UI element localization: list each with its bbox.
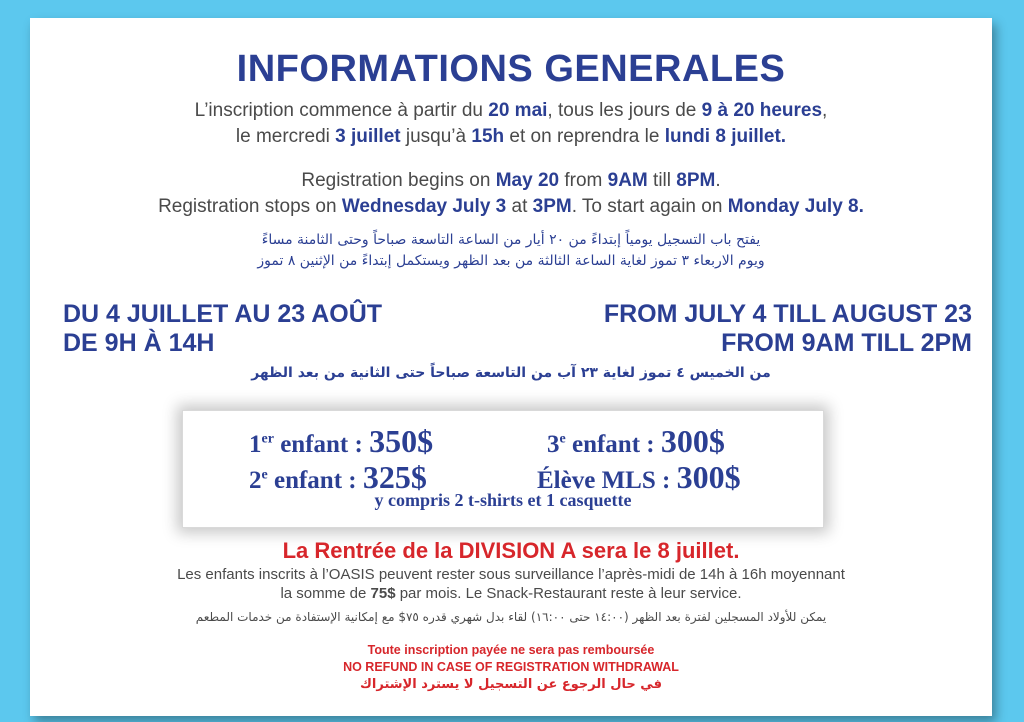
french-line-1 [30, 98, 992, 124]
price-amount: 350$ [369, 423, 434, 459]
arabic-line-2: ويوم الاربعاء ٣ تموز لغاية الساعة الثالثة من بعد الظهر ويستكمل إبتداءً من الإثنين ٨ تموز [257, 253, 765, 269]
ordinal-suffix: er [261, 431, 274, 447]
highlight-hours: 15h [471, 126, 505, 147]
text-fragment: le mercredi [235, 126, 336, 147]
price-label: enfant : [273, 431, 370, 458]
refund-french: Toute inscription payée ne sera pas remboursée [367, 643, 655, 657]
monthly-fee: 75$ [370, 585, 396, 602]
price-amount: 300$ [660, 423, 725, 459]
english-dates [604, 300, 972, 358]
english-date-range: FROM JULY 4 TILL AUGUST 23 [603, 300, 972, 328]
price-label: enfant : [565, 431, 661, 458]
text-fragment: Registration stops on [158, 196, 342, 217]
text-fragment: et on reprendra le [504, 126, 665, 147]
text-fragment: , tous les jours de [547, 100, 702, 121]
english-line-1 [30, 168, 992, 194]
text-fragment: Registration begins on [301, 170, 496, 191]
highlight-date: 20 mai [488, 100, 548, 121]
ordinal-number: 2 [249, 467, 262, 494]
price-amount: 300$ [676, 459, 741, 495]
french-hours: DE 9H À 14H [63, 329, 215, 357]
ordinal-number: 1 [249, 431, 262, 458]
text-fragment: jusqu’à [400, 126, 472, 147]
text-fragment: . [715, 170, 721, 191]
highlight-date: 3 juillet [335, 126, 401, 147]
oasis-line-2 [30, 584, 992, 603]
refund-arabic: في حال الرجوع عن التسجيل لا يسترد الإشتراك [360, 677, 662, 692]
arabic-line-1: يفتح باب التسجيل يومياً إبتداءً من ٢٠ أيار من الساعة التاسعة صباحاً وحتى الثامنة مساءً [261, 232, 761, 248]
ordinal-suffix: e [559, 431, 566, 447]
english-line-2 [30, 194, 992, 220]
price-label: enfant : [267, 467, 363, 494]
refund-english: NO REFUND IN CASE OF REGISTRATION WITHDRAWAL [343, 660, 679, 674]
text-fragment: la somme de [280, 585, 371, 602]
oasis-line-1: Les enfants inscrits à l’OASIS peuvent rester sous surveillance l’après-midi de 14h à 16h moyennant [177, 566, 845, 583]
price-third-child [547, 423, 725, 460]
oasis-arabic-text: يمكن للأولاد المسجلين لفترة بعد الظهر (١٤:٠٠ حتى ١٦:٠٠) لقاء بدل شهري قدره ٧٥$ مع إمكانية الإستفادة من خدمات المطعم [195, 610, 827, 624]
price-amount: 325$ [362, 459, 427, 495]
text-fragment: at [506, 196, 533, 217]
info-sheet [30, 18, 992, 716]
division-a-start-notice: La Rentrée de la DIVISION A sera le 8 juillet. [282, 538, 740, 563]
price-box [182, 410, 824, 528]
price-first-child [249, 423, 433, 460]
highlight-hours: 9 à 20 heures [701, 100, 823, 121]
french-dates [63, 300, 382, 358]
highlight-date: May 20 [495, 170, 560, 191]
highlight-date: Wednesday July 3 [341, 196, 507, 217]
ordinal-number: 3 [547, 431, 560, 458]
text-fragment: L’inscription commence à partir du [194, 100, 489, 121]
french-registration-text [30, 98, 992, 150]
text-fragment: , [822, 100, 828, 121]
english-registration-text [30, 168, 992, 220]
highlight-date: Monday July 8. [727, 196, 864, 217]
highlight-hours: 9AM [607, 170, 648, 191]
highlight-hours: 8PM [676, 170, 716, 191]
arabic-registration-text [30, 230, 992, 272]
text-fragment: till [647, 170, 677, 191]
text-fragment: from [559, 170, 608, 191]
english-hours: FROM 9AM TILL 2PM [721, 329, 972, 357]
french-date-range: DU 4 JUILLET AU 23 AOÛT [63, 300, 383, 328]
page-title: INFORMATIONS GENERALES [236, 48, 786, 90]
price-includes-note: y compris 2 t-shirts et 1 casquette [374, 490, 632, 510]
highlight-date: lundi 8 juillet. [664, 126, 787, 147]
text-fragment: par mois. Le Snack-Restaurant reste à leur service. [395, 585, 742, 602]
text-fragment: . To start again on [571, 196, 728, 217]
highlight-hours: 3PM [532, 196, 572, 217]
arabic-dates: من الخميس ٤ تموز لغاية ٢٣ آب من التاسعة صباحاً حتى الثانية من بعد الظهر [251, 365, 771, 381]
refund-policy [30, 642, 992, 693]
french-line-2 [30, 124, 992, 150]
oasis-afternoon-care [30, 565, 992, 603]
ordinal-suffix: e [261, 467, 268, 483]
price-label: Élève MLS : [537, 467, 677, 494]
